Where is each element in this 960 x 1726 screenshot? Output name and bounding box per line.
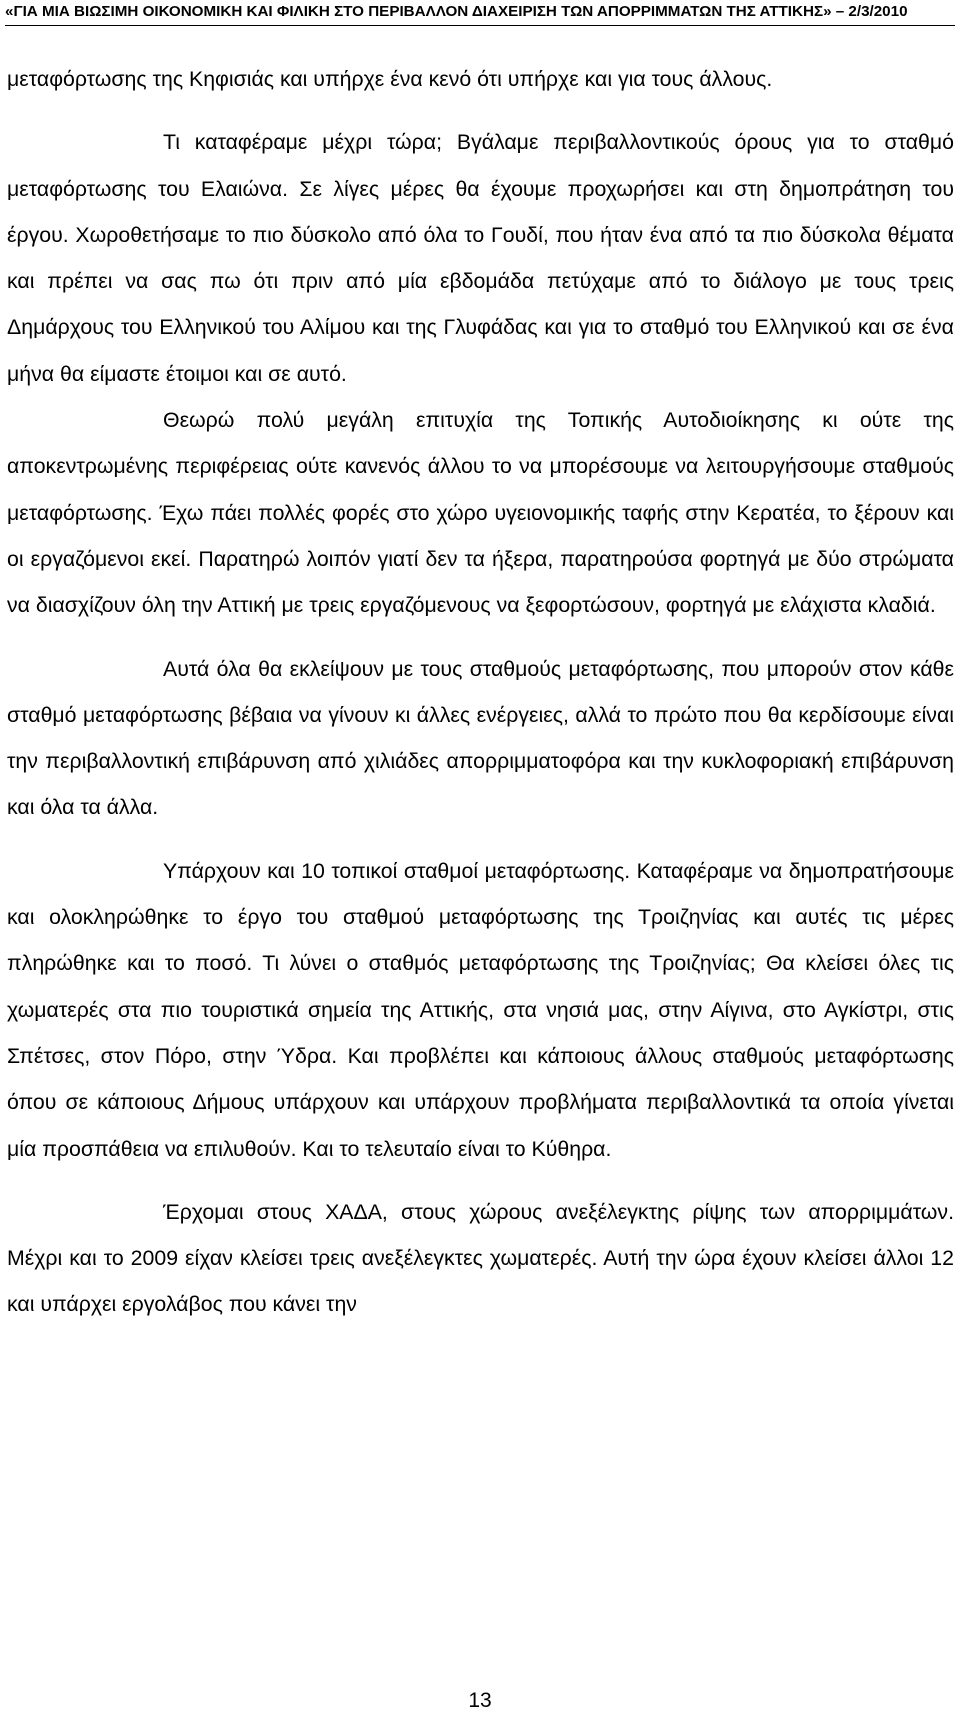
paragraph: Υπάρχουν και 10 τοπικοί σταθμοί μεταφόρτωσης. Καταφέραμε να δημοπρατήσουμε και ολοκληρώθηκε το έργο του σταθμού μεταφόρτωσης της Τροιζηνίας και αυτές τις μέρες πληρώθηκε και το ποσό. Τι λύνει ο σταθμός μεταφόρτωσης της Τροιζηνίας; Θα κλείσει όλες τις χωματερές στα πιο τουριστικά σημεία της Αττικής, στα νησιά μας, στην Αίγινα, στο Αγκίστρι, στις Σπέτσες, στον Πόρο, στην Ύδρα. Και προβλέπει και κάποιους άλλους σταθμούς μεταφόρτωσης όπου σε κάποιους Δήμους υπάρχουν και υπάρχουν προβλήματα περιβαλλοντικά τα οποία γίνεται μία προσπάθεια να επιλυθούν. Και το τελευταίο είναι το Κύθηρα. <box>7 858 954 1161</box>
body-text <box>7 56 954 1328</box>
paragraph: Αυτά όλα θα εκλείψουν με τους σταθμούς μεταφόρτωσης, που μπορούν στον κάθε σταθμό μεταφόρτωσης βέβαια να γίνουν κι άλλες ενέργειες, αλλά το πρώτο που θα κερδίσουμε είναι την περιβαλλοντική επιβάρυνση από χιλιάδες απορριμματοφόρα και την κυκλοφοριακή επιβάρυνση και όλα τα άλλα. <box>7 656 954 820</box>
running-header: «ΓΙΑ ΜΙΑ ΒΙΩΣΙΜΗ ΟΙΚΟΝΟΜΙΚΗ ΚΑΙ ΦΙΛΙΚΗ ΣΤΟ ΠΕΡΙΒΑΛΛΟΝ ΔΙΑΧΕΙΡΙΣΗ ΤΩΝ ΑΠΟΡΡΙΜΜΑΤΩΝ ΤΗΣ ΑΤΤΙΚΗΣ» – 2/3/2010 <box>5 3 908 20</box>
paragraph-continued: μεταφόρτωσης της Κηφισιάς και υπήρχε ένα κενό ότι υπήρχε και για τους άλλους. <box>7 67 773 91</box>
paragraph: Έρχομαι στους ΧΑΔΑ, στους χώρους ανεξέλεγκτης ρίψης των απορριμμάτων. Μέχρι και το 2009 είχαν κλείσει τρεις ανεξέλεγκτες χωματερές. Αυτή την ώρα έχουν κλείσει άλλοι 12 και υπάρχει εργολάβος που κάνει την <box>7 1199 954 1317</box>
page-number: 13 <box>468 1689 492 1712</box>
paragraph: Τι καταφέραμε μέχρι τώρα; Βγάλαμε περιβαλλοντικούς όρους για το σταθμό μεταφόρτωσης του Ελαιώνα. Σε λίγες μέρες θα έχουμε προχωρήσει και στη δημοπράτηση του έργου. Χωροθετήσαμε το πιο δύσκολο από όλα το Γουδί, που ήταν ένα από τα πιο δύσκολα θέματα και πρέπει να σας πω ότι πριν από μία εβδομάδα πετύχαμε από το διάλογο με τους τρεις Δημάρχους του Ελληνικού του Αλίμου και της Γλυφάδας και για το σταθμό του Ελληνικού και σε ένα μήνα θα είμαστε έτοιμοι και σε αυτό. <box>7 130 954 386</box>
header-rule <box>5 25 955 26</box>
paragraph: Θεωρώ πολύ μεγάλη επιτυχία της Τοπικής Αυτοδιοίκησης κι ούτε της αποκεντρωμένης περιφέρειας ούτε κανενός άλλου το να μπορέσουμε να λειτουργήσουμε σταθμούς μεταφόρτωσης. Έχω πάει πολλές φορές στο χώρο υγειονομικής ταφής στην Κερατέα, το ξέρουν και οι εργαζόμενοι εκεί. Παρατηρώ λοιπόν γιατί δεν τα ήξερα, παρατηρούσα φορτηγά με δύο στρώματα να διασχίζουν όλη την Αττική με τρεις εργαζόμενους να ξεφορτώσουν, φορτηγά με ελάχιστα κλαδιά. <box>7 408 954 618</box>
